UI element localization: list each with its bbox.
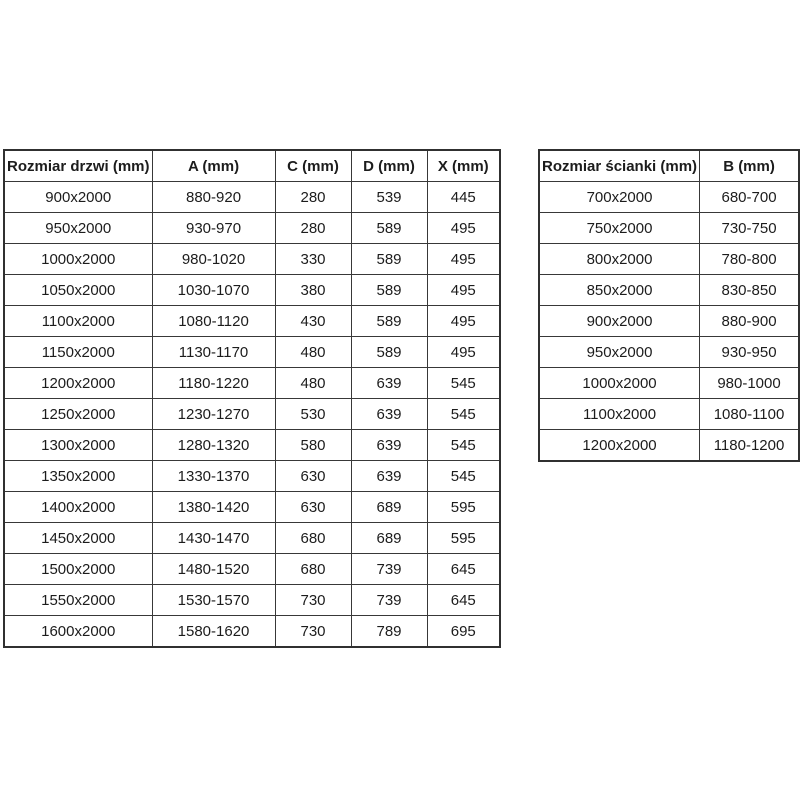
table-cell: 739 xyxy=(351,585,427,616)
table-cell: 639 xyxy=(351,461,427,492)
table-cell: 1080-1100 xyxy=(700,399,799,430)
table-cell: 900x2000 xyxy=(4,182,152,213)
header-cell: Rozmiar ścianki (mm) xyxy=(539,150,700,182)
table-cell: 680-700 xyxy=(700,182,799,213)
table-cell: 930-970 xyxy=(152,213,275,244)
table-row xyxy=(4,182,500,213)
table-cell: 780-800 xyxy=(700,244,799,275)
table-cell: 1280-1320 xyxy=(152,430,275,461)
table-cell: 1180-1220 xyxy=(152,368,275,399)
table-cell: 1130-1170 xyxy=(152,337,275,368)
table-cell: 495 xyxy=(427,306,500,337)
table-row xyxy=(4,399,500,430)
table-row xyxy=(4,492,500,523)
table-cell: 1350x2000 xyxy=(4,461,152,492)
table-cell: 980-1000 xyxy=(700,368,799,399)
table-cell: 1430-1470 xyxy=(152,523,275,554)
table-cell: 1530-1570 xyxy=(152,585,275,616)
table-cell: 880-920 xyxy=(152,182,275,213)
table-cell: 1380-1420 xyxy=(152,492,275,523)
table-row xyxy=(4,554,500,585)
header-cell: Rozmiar drzwi (mm) xyxy=(4,150,152,182)
table-row xyxy=(539,275,799,306)
table-cell: 730 xyxy=(275,585,351,616)
table-cell: 495 xyxy=(427,244,500,275)
table-cell: 1080-1120 xyxy=(152,306,275,337)
table-cell: 545 xyxy=(427,399,500,430)
table-cell: 730-750 xyxy=(700,213,799,244)
table-cell: 730 xyxy=(275,616,351,648)
table-row xyxy=(4,616,500,648)
table-cell: 480 xyxy=(275,368,351,399)
table-cell: 1050x2000 xyxy=(4,275,152,306)
header-row xyxy=(4,150,500,182)
table-cell: 595 xyxy=(427,523,500,554)
table-cell: 850x2000 xyxy=(539,275,700,306)
table-cell: 1150x2000 xyxy=(4,337,152,368)
header-row xyxy=(539,150,799,182)
table-row xyxy=(4,368,500,399)
table-row xyxy=(539,430,799,462)
table-cell: 950x2000 xyxy=(539,337,700,368)
table-cell: 689 xyxy=(351,492,427,523)
table-cell: 589 xyxy=(351,244,427,275)
table-cell: 495 xyxy=(427,337,500,368)
header-cell: X (mm) xyxy=(427,150,500,182)
table-row xyxy=(4,523,500,554)
table-cell: 1480-1520 xyxy=(152,554,275,585)
table-cell: 430 xyxy=(275,306,351,337)
table-row xyxy=(539,399,799,430)
table-cell: 1550x2000 xyxy=(4,585,152,616)
table-cell: 589 xyxy=(351,275,427,306)
header-cell: D (mm) xyxy=(351,150,427,182)
table-cell: 1200x2000 xyxy=(539,430,700,462)
table-cell: 750x2000 xyxy=(539,213,700,244)
table-cell: 1230-1270 xyxy=(152,399,275,430)
table-cell: 480 xyxy=(275,337,351,368)
table-cell: 739 xyxy=(351,554,427,585)
table-row xyxy=(4,244,500,275)
table-row xyxy=(4,275,500,306)
table-cell: 1580-1620 xyxy=(152,616,275,648)
table-cell: 530 xyxy=(275,399,351,430)
table-cell: 539 xyxy=(351,182,427,213)
table-cell: 589 xyxy=(351,337,427,368)
table-cell: 830-850 xyxy=(700,275,799,306)
table-cell: 495 xyxy=(427,275,500,306)
table-cell: 1500x2000 xyxy=(4,554,152,585)
table-row xyxy=(4,461,500,492)
table-cell: 689 xyxy=(351,523,427,554)
table-cell: 1600x2000 xyxy=(4,616,152,648)
table-cell: 930-950 xyxy=(700,337,799,368)
table-cell: 1180-1200 xyxy=(700,430,799,462)
table-cell: 330 xyxy=(275,244,351,275)
table-cell: 1000x2000 xyxy=(4,244,152,275)
table-cell: 1100x2000 xyxy=(539,399,700,430)
table-cell: 545 xyxy=(427,430,500,461)
table-cell: 445 xyxy=(427,182,500,213)
table-cell: 1330-1370 xyxy=(152,461,275,492)
table-row xyxy=(539,244,799,275)
header-cell: C (mm) xyxy=(275,150,351,182)
table-cell: 900x2000 xyxy=(539,306,700,337)
table-cell: 280 xyxy=(275,213,351,244)
header-cell: B (mm) xyxy=(700,150,799,182)
table-cell: 950x2000 xyxy=(4,213,152,244)
table-cell: 1100x2000 xyxy=(4,306,152,337)
table-cell: 800x2000 xyxy=(539,244,700,275)
table-cell: 639 xyxy=(351,399,427,430)
table-cell: 495 xyxy=(427,213,500,244)
table-cell: 639 xyxy=(351,430,427,461)
table-cell: 545 xyxy=(427,461,500,492)
table-cell: 580 xyxy=(275,430,351,461)
table-cell: 680 xyxy=(275,554,351,585)
table-cell: 1030-1070 xyxy=(152,275,275,306)
table-row xyxy=(539,337,799,368)
table-cell: 1250x2000 xyxy=(4,399,152,430)
door-sizes-table xyxy=(3,149,501,648)
table-cell: 630 xyxy=(275,492,351,523)
table-cell: 595 xyxy=(427,492,500,523)
table-cell: 380 xyxy=(275,275,351,306)
header-cell: A (mm) xyxy=(152,150,275,182)
table-row xyxy=(539,306,799,337)
table-cell: 680 xyxy=(275,523,351,554)
table-cell: 589 xyxy=(351,306,427,337)
table-cell: 1000x2000 xyxy=(539,368,700,399)
table-cell: 1200x2000 xyxy=(4,368,152,399)
table-cell: 545 xyxy=(427,368,500,399)
table-cell: 695 xyxy=(427,616,500,648)
table-cell: 639 xyxy=(351,368,427,399)
table-cell: 630 xyxy=(275,461,351,492)
table-cell: 645 xyxy=(427,585,500,616)
table-row xyxy=(4,213,500,244)
table-cell: 280 xyxy=(275,182,351,213)
wall-sizes-table xyxy=(538,149,800,462)
table-row xyxy=(4,337,500,368)
table-row xyxy=(4,430,500,461)
table-row xyxy=(4,306,500,337)
table-cell: 1400x2000 xyxy=(4,492,152,523)
table-row xyxy=(539,182,799,213)
table-cell: 1450x2000 xyxy=(4,523,152,554)
table-cell: 789 xyxy=(351,616,427,648)
table-row xyxy=(539,213,799,244)
table-row xyxy=(539,368,799,399)
table-cell: 880-900 xyxy=(700,306,799,337)
table-cell: 1300x2000 xyxy=(4,430,152,461)
table-cell: 700x2000 xyxy=(539,182,700,213)
table-cell: 589 xyxy=(351,213,427,244)
table-cell: 980-1020 xyxy=(152,244,275,275)
table-cell: 645 xyxy=(427,554,500,585)
table-row xyxy=(4,585,500,616)
